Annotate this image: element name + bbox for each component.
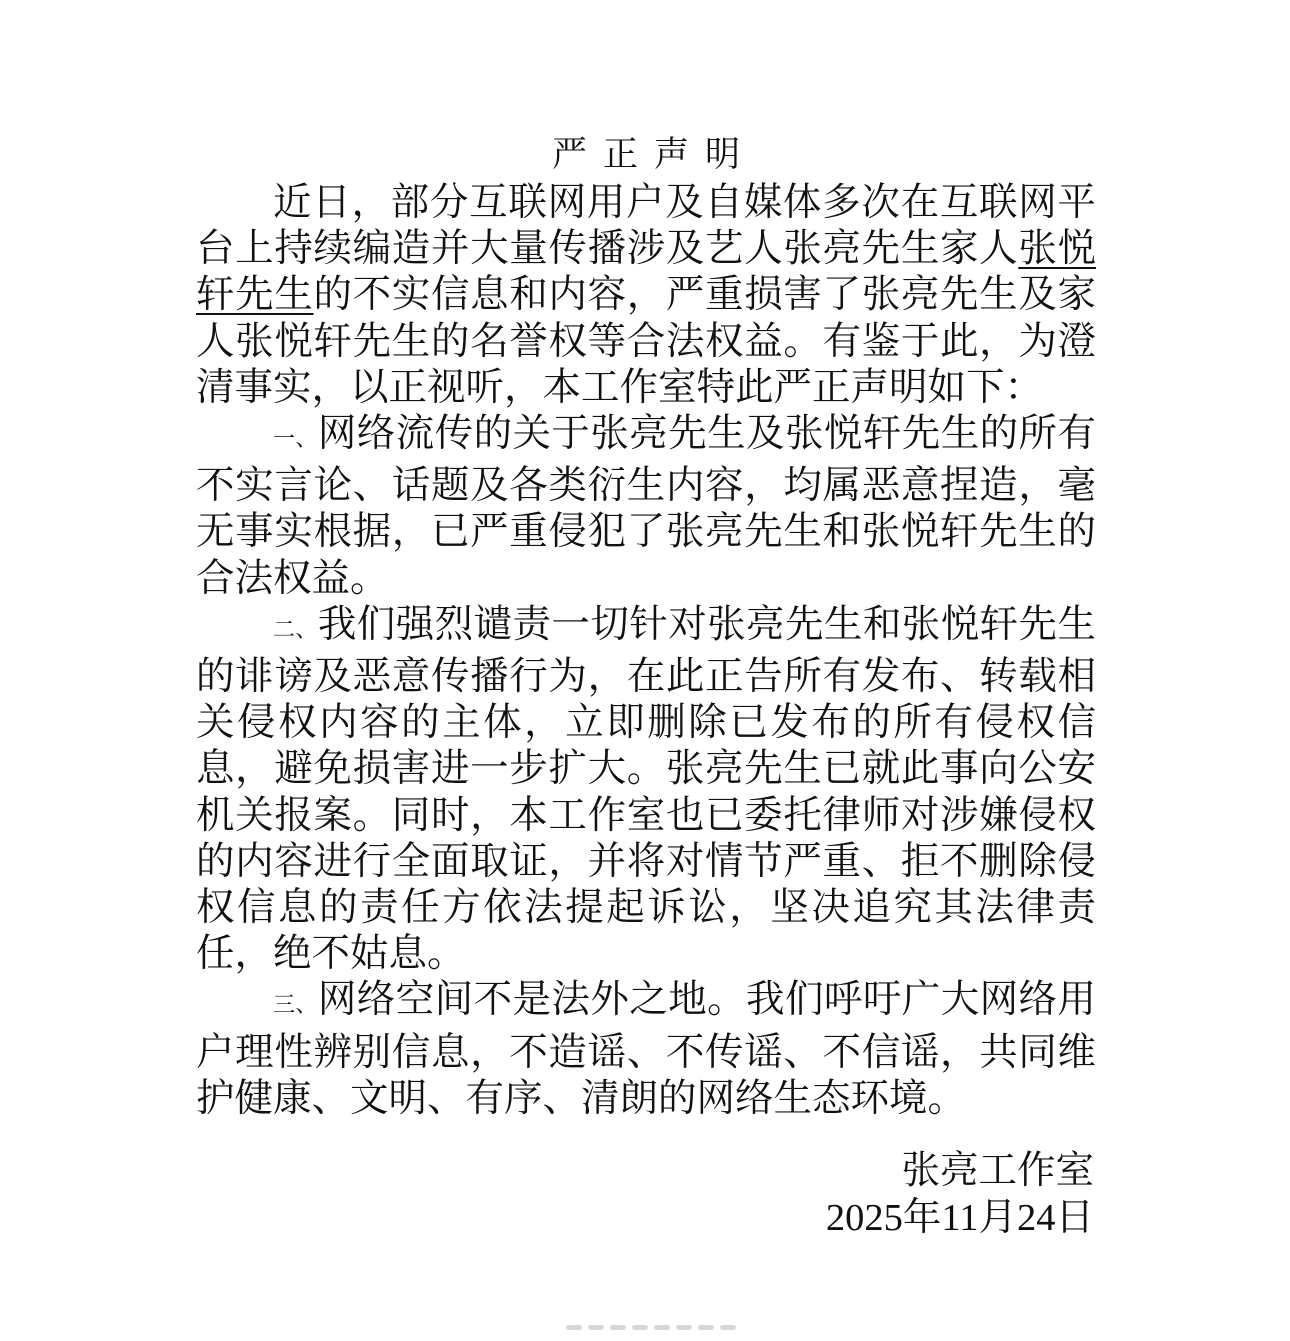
page-indicator-dot bbox=[566, 1325, 582, 1330]
point-text: 网络空间不是法外之地。我们呼吁广大网络用户理性辨别信息，不造谣、不传谣、不信谣，共同维护健康、文明、有序、清朗的网络生态环境。 bbox=[196, 977, 1096, 1121]
page-indicator-dot bbox=[698, 1325, 714, 1330]
page-indicator-dot bbox=[720, 1325, 736, 1330]
signature-date: 2025年11月24日 bbox=[825, 1197, 1094, 1239]
point-one bbox=[196, 411, 1096, 602]
page-indicator-dot bbox=[588, 1325, 604, 1330]
intro-paragraph bbox=[196, 180, 1096, 411]
point-number: 一、 bbox=[273, 427, 318, 453]
point-three bbox=[196, 977, 1096, 1122]
statement-document bbox=[196, 128, 1096, 1122]
intro-text-before: 近日，部分互联网用户及自媒体多次在互联网平台上持续编造并大量传播涉及艺人张亮先生家人 bbox=[196, 180, 1096, 272]
point-text: 网络流传的关于张亮先生及张悦轩先生的所有不实言论、话题及各类衍生内容，均属恶意捏造，毫无事实根据，已严重侵犯了张亮先生和张悦轩先生的合法权益。 bbox=[196, 411, 1096, 601]
page-indicator-dot bbox=[676, 1325, 692, 1330]
page-indicator-dot bbox=[610, 1325, 626, 1330]
intro-text-after: 的不实信息和内容，严重损害了张亮先生及家人张悦轩先生的名誉权等合法权益。有鉴于此，为澄清事实，以正视听，本工作室特此严正声明如下： bbox=[196, 272, 1096, 410]
point-text: 我们强烈谴责一切针对张亮先生和张悦轩先生的诽谤及恶意传播行为，在此正告所有发布、转载相关侵权内容的主体，立即删除已发布的所有侵权信息，避免损害进一步扩大。张亮先生已就此事向公安机关报案。同时，本工作室也已委托律师对涉嫌侵权的内容进行全面取证，并将对情节严重、拒不删除侵权信息的责任方依法提起诉讼，坚决追究其法律责任，绝不姑息。 bbox=[196, 601, 1096, 977]
statement-title: 严正声明 bbox=[551, 135, 756, 175]
intro-underlined-name: 张悦轩先生 bbox=[196, 226, 1096, 318]
page-indicator-dot bbox=[654, 1325, 670, 1330]
page-indicator bbox=[566, 1325, 736, 1331]
page-indicator-dot bbox=[632, 1325, 648, 1330]
signature: 张亮工作室 bbox=[901, 1148, 1094, 1193]
point-two bbox=[196, 602, 1096, 978]
point-number: 三、 bbox=[273, 993, 318, 1019]
point-number: 二、 bbox=[273, 617, 318, 643]
